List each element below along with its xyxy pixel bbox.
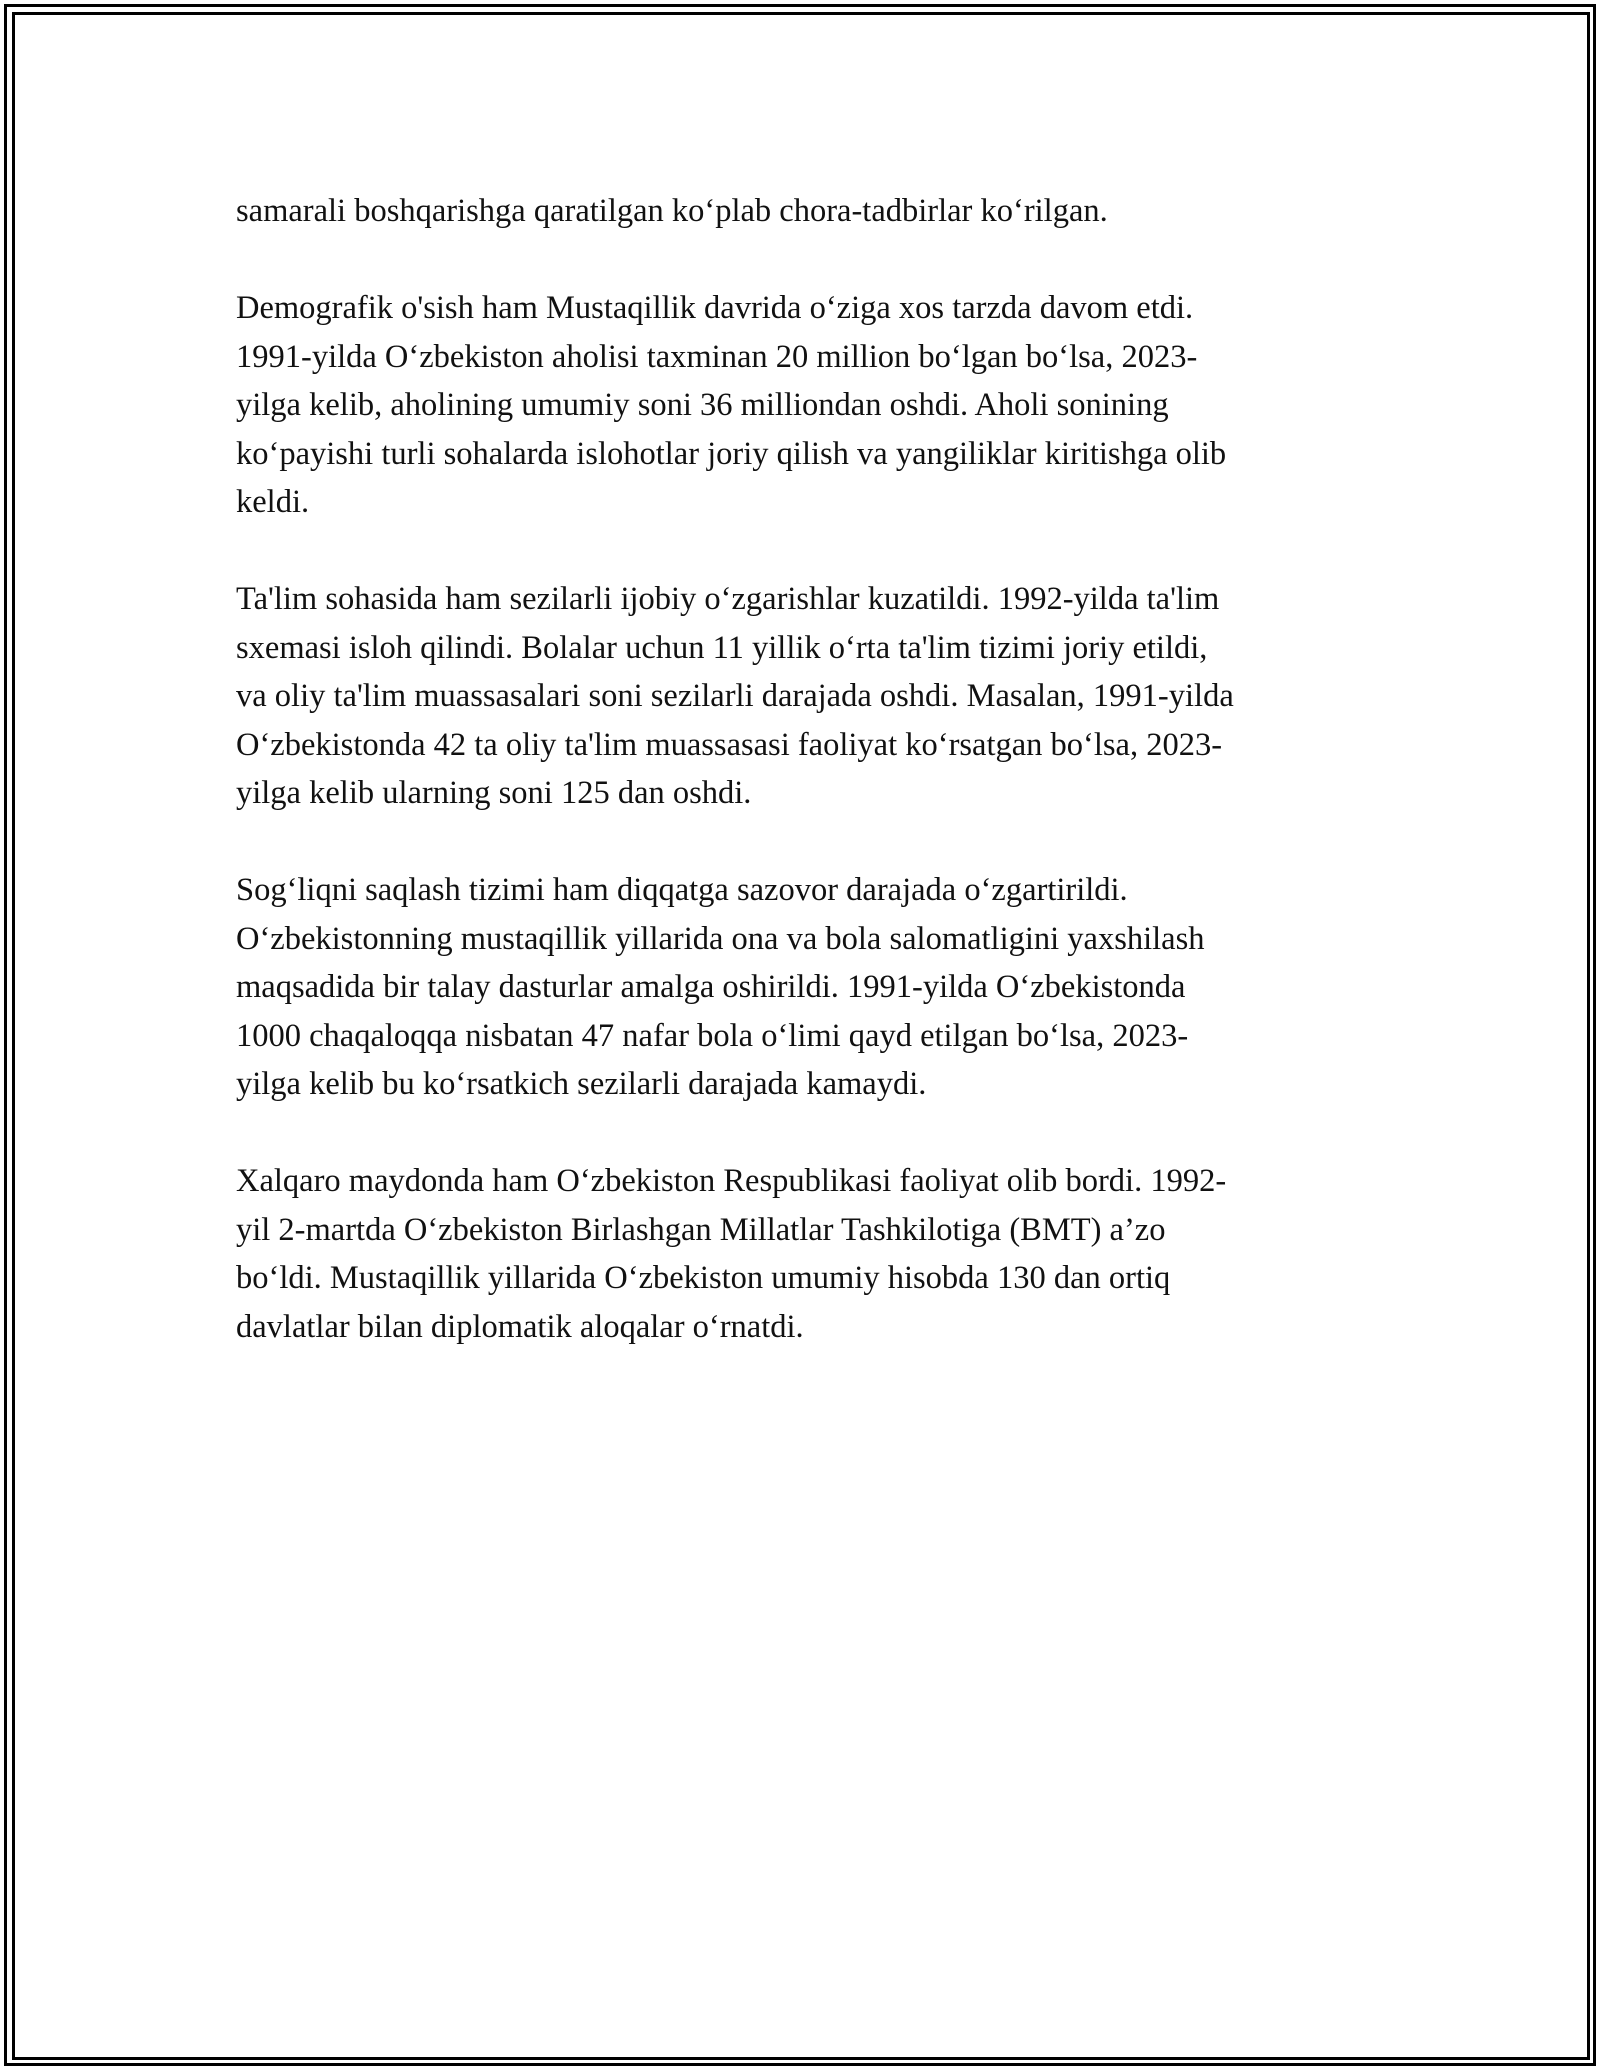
- text-line: bo‘ldi. Mustaqillik yillarida O‘zbekiston umumiy hisobda 130 dan ortiq: [236, 1260, 1171, 1296]
- text-line: 1991-yilda O‘zbekiston aholisi taxminan 20 million bo‘lgan bo‘lsa, 2023-: [236, 338, 1198, 375]
- text-line: keldi.: [236, 484, 310, 520]
- paragraph-education: [236, 575, 1381, 818]
- paragraph-healthcare: [236, 866, 1381, 1109]
- text-line: samarali boshqarishga qaratilgan ko‘plab chora-tadbirlar ko‘rilgan.: [236, 193, 1108, 229]
- text-line: O‘zbekistonning mustaqillik yillarida ona va bola salomatligini yaxshilash: [236, 920, 1205, 957]
- paragraph-international: [236, 1157, 1381, 1351]
- text-line: ko‘payishi turli sohalarda islohotlar joriy qilish va yangiliklar kiritishga olib: [236, 435, 1227, 472]
- text-line: davlatlar bilan diplomatik aloqalar o‘rnatdi.: [236, 1308, 804, 1345]
- text-line: va oliy ta'lim muassasalari soni sezilarli darajada oshdi. Masalan, 1991-yilda: [236, 678, 1234, 714]
- paragraph-demography: [236, 284, 1381, 527]
- text-line: Demografik o'sish ham Mustaqillik davrida o‘ziga xos tarzda davom etdi.: [236, 290, 1194, 326]
- text-line: Xalqaro maydonda ham O‘zbekiston Respublikasi faoliyat olib bordi. 1992-: [236, 1163, 1227, 1199]
- text-line: yilga kelib, aholining umumiy soni 36 milliondan oshdi. Aholi sonining: [236, 387, 1169, 423]
- text-line: yilga kelib bu ko‘rsatkich sezilarli darajada kamaydi.: [236, 1066, 927, 1102]
- text-line: O‘zbekistonda 42 ta oliy ta'lim muassasasi faoliyat ko‘rsatgan bo‘lsa, 2023-: [236, 726, 1223, 763]
- document-body: [236, 187, 1381, 1400]
- text-line: maqsadida bir talay dasturlar amalga oshirildi. 1991-yilda O‘zbekistonda: [236, 969, 1186, 1005]
- text-line: Sog‘liqni saqlash tizimi ham diqqatga sazovor darajada o‘zgartirildi.: [236, 872, 1128, 908]
- text-line: Ta'lim sohasida ham sezilarli ijobiy o‘zgarishlar kuzatildi. 1992-yilda ta'lim: [236, 581, 1220, 617]
- paragraph-governance: [236, 187, 1381, 236]
- text-line: sxemasi isloh qilindi. Bolalar uchun 11 yillik o‘rta ta'lim tizimi joriy etildi,: [236, 629, 1208, 666]
- text-line: yil 2-martda O‘zbekiston Birlashgan Millatlar Tashkilotiga (BMT) a’zo: [236, 1211, 1166, 1248]
- text-line: yilga kelib ularning soni 125 dan oshdi.: [236, 775, 752, 811]
- text-line: 1000 chaqaloqqa nisbatan 47 nafar bola o‘limi qayd etilgan bo‘lsa, 2023-: [236, 1017, 1189, 1054]
